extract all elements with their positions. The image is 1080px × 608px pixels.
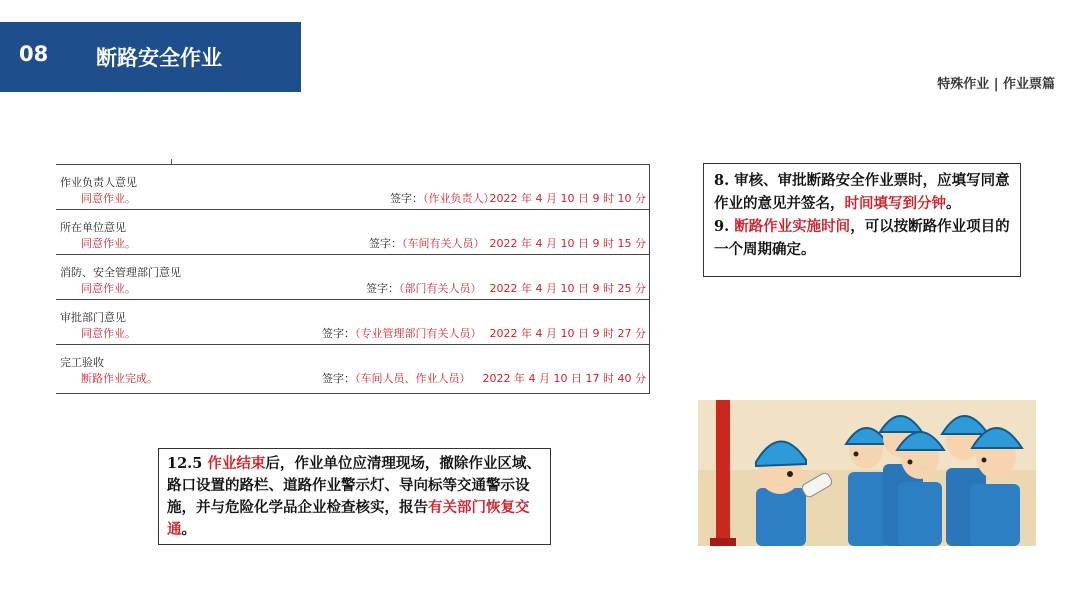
- row-signature: [322, 370, 471, 386]
- row-border: [649, 300, 650, 344]
- row-label: 审批部门意见: [60, 311, 126, 324]
- note-highlight: 作业结束: [207, 455, 266, 472]
- signature-label: 签字：: [366, 282, 399, 295]
- row-datetime: 2022 年 4 月 10 日 9 时 27 分: [489, 327, 646, 340]
- workers-illustration-svg: [698, 400, 1036, 546]
- row-label: 完工验收: [60, 356, 104, 369]
- form-row: [56, 165, 650, 210]
- form-row: [56, 345, 650, 393]
- note-paragraph: [714, 215, 1014, 261]
- note-text: ，可以按断路作业项目的一个周期确定。: [714, 218, 1010, 258]
- signature-label: 签字：: [322, 327, 355, 340]
- note-highlight: 有关部门恢复交通: [167, 499, 530, 538]
- form-row: [56, 210, 650, 255]
- row-opinion: 同意作业。: [81, 192, 136, 205]
- signer-name: （专业管理部门有关人员）: [355, 327, 482, 340]
- note-highlight: 时间填写到分钟: [844, 195, 946, 212]
- row-datetime: 2022 年 4 月 10 日 9 时 25 分: [489, 282, 646, 295]
- note-paragraph: [714, 169, 1014, 215]
- row-label: 所在单位意见: [60, 221, 126, 234]
- row-border: [649, 345, 650, 393]
- breadcrumb: 特殊作业 | 作业票篇: [937, 77, 1055, 92]
- note-text: 9.: [714, 218, 735, 235]
- row-label: 消防、安全管理部门意见: [60, 266, 181, 279]
- row-label: 作业负责人意见: [60, 176, 137, 189]
- note-box-completion: [158, 448, 551, 545]
- row-opinion: 同意作业。: [81, 282, 136, 295]
- signer-name: （车间人员、作业人员）: [355, 372, 471, 385]
- note-box-approval-time: [703, 163, 1021, 277]
- section-header-band: [0, 22, 301, 92]
- row-border: [649, 210, 650, 254]
- signer-name: （部门有关人员）: [399, 282, 482, 295]
- row-border: [649, 165, 650, 209]
- note-text: 。: [946, 195, 961, 212]
- row-datetime: 2022 年 4 月 10 日 9 时 15 分: [489, 237, 646, 250]
- signature-label: 签字：: [322, 372, 355, 385]
- signature-label: 签字：: [390, 192, 423, 205]
- signature-label: 签字：: [369, 237, 402, 250]
- row-opinion: 断路作业完成。: [81, 372, 158, 385]
- signer-name: （车间有关人员）: [402, 237, 485, 250]
- note-highlight: 断路作业实施时间: [734, 218, 851, 235]
- row-datetime: 2022 年 4 月 10 日 9 时 10 分: [489, 192, 646, 205]
- row-signature: [322, 325, 482, 341]
- note-text: 8. 审核、审批断路安全作业票时，应填写同意作业的意见并签名，: [714, 172, 1010, 212]
- row-signature: [366, 280, 482, 296]
- form-row: [56, 255, 650, 300]
- row-signature: [390, 190, 495, 206]
- row-datetime: 2022 年 4 月 10 日 17 时 40 分: [482, 372, 646, 385]
- note-clause-number: 12.5: [167, 455, 208, 472]
- note-text: 后，作业单位应清理现场，撤除作业区域、路口设置的路栏、道路作业警示灯、导向标等交通警示设施，并与危险化学品企业检查核实，报告: [167, 455, 541, 516]
- row-border: [649, 255, 650, 299]
- form-row: [56, 300, 650, 345]
- work-permit-approval-form: [56, 164, 650, 394]
- row-opinion: 同意作业。: [81, 327, 136, 340]
- workers-meeting-illustration: [698, 400, 1036, 546]
- row-opinion: 同意作业。: [81, 237, 136, 250]
- row-signature: [369, 235, 485, 251]
- section-title: 断路安全作业: [96, 46, 222, 70]
- note-text: 。: [181, 521, 196, 538]
- section-number: 08: [19, 42, 49, 66]
- signer-name: （作业负责人）: [423, 192, 495, 205]
